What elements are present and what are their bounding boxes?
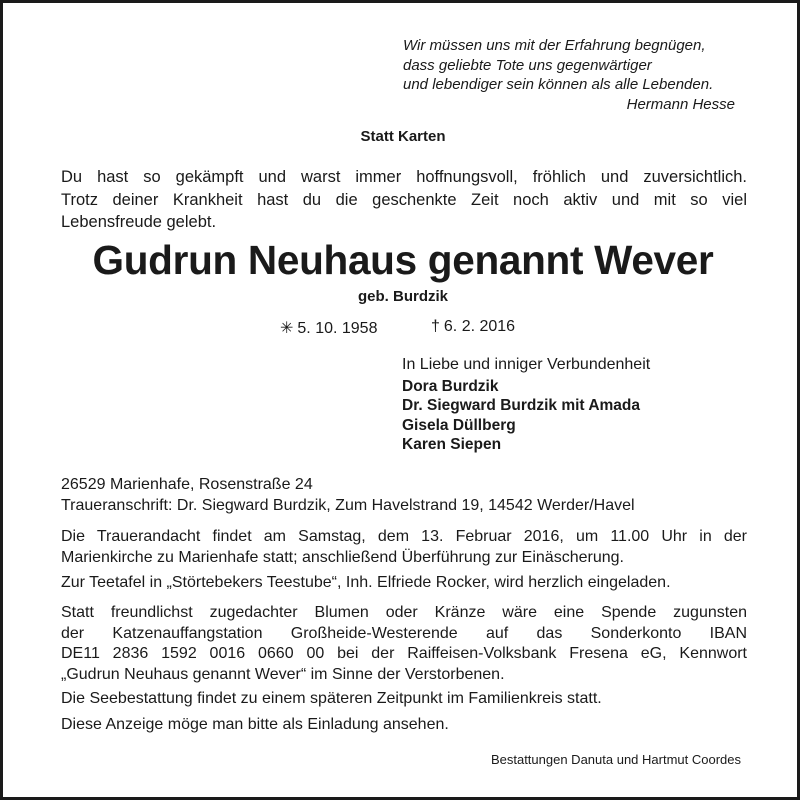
birth-star-icon: ✳ (280, 320, 294, 337)
quote-author: Hermann Hesse (626, 95, 735, 113)
invitation-line: Diese Anzeige möge man bitte als Einladung ansehen. (61, 716, 449, 733)
burial-line: Die Seebestattung findet zu einem späteren Zeitpunkt im Familienkreis statt. (61, 690, 602, 707)
donation-paragraph (61, 603, 747, 685)
mourners-block (402, 355, 650, 455)
ceremony-line: Marienkirche zu Marienhafe statt; anschließend Überführung zur Einäscherung. (61, 548, 624, 566)
ceremony-line: Die Trauerandacht findet am Samstag, dem 13. Februar 2016, um 11.00 Uhr in der (61, 528, 747, 545)
intro-line: Du hast so gekämpft und warst immer hoffnungsvoll, fröhlich und zuversichtlich. (61, 168, 747, 186)
statt-karten-heading: Statt Karten (360, 128, 446, 145)
mourner-name: Karen Siepen (402, 436, 502, 453)
home-address: 26529 Marienhafe, Rosenstraße 24 (61, 476, 313, 493)
mourners-intro: In Liebe und inniger Verbundenheit (402, 356, 651, 373)
quote-line: und lebendiger sein können als alle Lebenden. (403, 76, 714, 93)
maiden-name: geb. Burdzik (357, 288, 448, 305)
birth-date (280, 318, 377, 338)
quote-line: dass geliebte Tote uns gegenwärtiger (403, 56, 652, 74)
burial-paragraph (61, 689, 747, 710)
death-cross-icon: † (431, 318, 440, 335)
donation-line: der Katzenauffangstation Großheide-Westerende auf das Sonderkonto IBAN (61, 624, 747, 642)
death-date (431, 318, 515, 336)
donation-line: Statt freundlichst zugedachter Blumen oder Kränze wäre eine Spende zugunsten (61, 604, 747, 621)
donation-line: „Gudrun Neuhaus genannt Wever“ im Sinne der Verstorbenen. (61, 665, 505, 683)
tea-line: Zur Teetafel in „Störtebekers Teestube“, Inh. Elfriede Rocker, wird herzlich eingeladen. (61, 574, 671, 591)
donation-line: DE11 2836 1592 0016 0660 00 bei der Raiffeisen-Volksbank Fresena eG, Kennwort (61, 645, 747, 662)
funeral-home: Bestattungen Danuta und Hartmut Coordes (490, 752, 741, 767)
intro-line: Lebensfreude gelebt. (61, 213, 217, 231)
mourning-address: Traueranschrift: Dr. Siegward Burdzik, Zum Havelstrand 19, 14542 Werder/Havel (61, 496, 635, 514)
mourner-name: Dr. Siegward Burdzik mit Amada (402, 397, 641, 414)
intro-text (61, 166, 747, 234)
address-block (61, 475, 761, 516)
intro-line: Trotz deiner Krankheit hast du die geschenkte Zeit noch aktiv und mit so viel (61, 190, 747, 209)
quote-line: Wir müssen uns mit der Erfahrung begnügen, (403, 37, 706, 54)
mourner-name: Dora Burdzik (402, 377, 499, 395)
deceased-name: Gudrun Neuhaus genannt Wever (92, 237, 714, 283)
ceremony-paragraph (61, 527, 747, 568)
death-date-value: 6. 2. 2016 (443, 318, 516, 335)
birth-date-value: 5. 10. 1958 (297, 320, 378, 337)
hesse-quote (403, 36, 735, 114)
mourner-name: Gisela Düllberg (402, 416, 516, 434)
invitation-paragraph (61, 715, 747, 736)
tea-paragraph (61, 573, 747, 594)
